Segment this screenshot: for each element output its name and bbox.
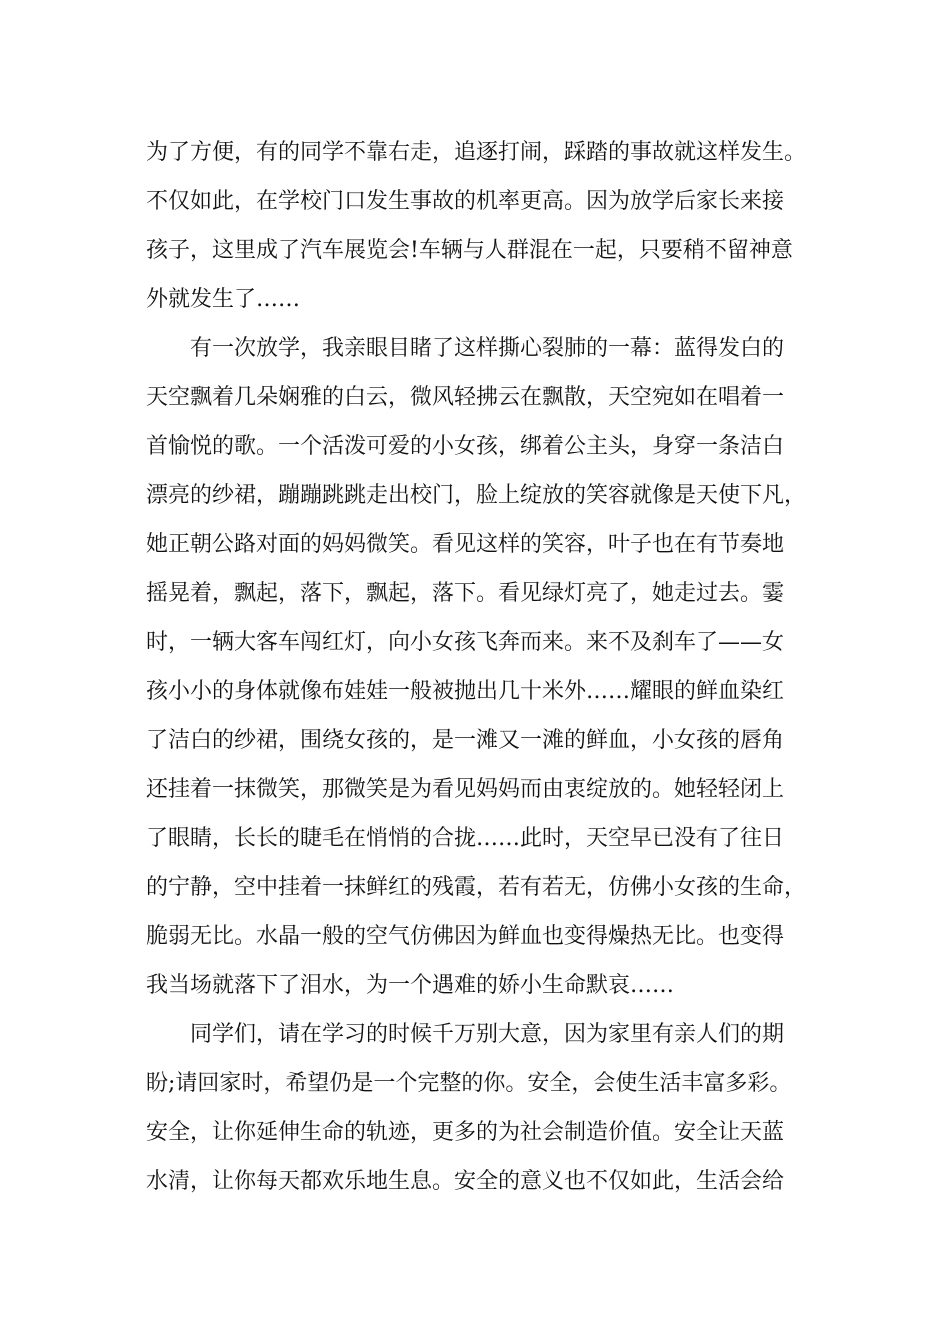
text-line: 漂亮的纱裙，蹦蹦跳跳走出校门，脸上绽放的笑容就像是天使下凡， [146, 483, 807, 508]
text-line: 为了方便，有的同学不靠右走，追逐打闹，踩踏的事故就这样发生。 [146, 140, 807, 165]
text-line: 天空飘着几朵娴雅的白云，微风轻拂云在飘散，天空宛如在唱着一 [146, 385, 785, 410]
text-line: 时，一辆大客车闯红灯，向小女孩飞奔而来。来不及刹车了——女 [146, 630, 785, 655]
text-line: 摇晃着，飘起，落下，飘起，落下。看见绿灯亮了，她走过去。霎 [146, 581, 785, 606]
text-line: 还挂着一抹微笑，那微笑是为看见妈妈而由衷绽放的。她轻轻闭上 [146, 777, 785, 802]
text-line: 水清，让你每天都欢乐地生息。安全的意义也不仅如此，生活会给 [146, 1169, 785, 1194]
paragraph-3 [146, 1010, 826, 1206]
text-line: 外就发生了…… [146, 287, 301, 312]
text-line: 首愉悦的歌。一个活泼可爱的小女孩，绑着公主头，身穿一条洁白 [146, 434, 785, 459]
text-line: 孩子，这里成了汽车展览会!车辆与人群混在一起，只要稍不留神意 [146, 238, 793, 263]
text-line: 盼;请回家时，希望仍是一个完整的你。安全，会使生活丰富多彩。 [146, 1071, 792, 1096]
text-line-first: 有一次放学，我亲眼目睹了这样撕心裂肺的一幕：蓝得发白的 [190, 336, 785, 361]
text-line: 的宁静，空中挂着一抹鲜红的残霞，若有若无，仿佛小女孩的生命， [146, 875, 807, 900]
document-body [146, 128, 826, 1206]
text-line: 她正朝公路对面的妈妈微笑。看见这样的笑容，叶子也在有节奏地 [146, 532, 785, 557]
text-line: 了眼睛，长长的睫毛在悄悄的合拢……此时，天空早已没有了往日 [146, 826, 785, 851]
paragraph-1 [146, 128, 826, 324]
text-line: 脆弱无比。水晶一般的空气仿佛因为鲜血也变得燥热无比。也变得 [146, 924, 785, 949]
text-line: 我当场就落下了泪水，为一个遇难的娇小生命默哀…… [146, 973, 675, 998]
text-line: 安全，让你延伸生命的轨迹，更多的为社会制造价值。安全让天蓝 [146, 1120, 785, 1145]
text-line-first: 同学们，请在学习的时候千万别大意，因为家里有亲人们的期 [190, 1022, 785, 1047]
text-line: 孩小小的身体就像布娃娃一般被抛出几十米外……耀眼的鲜血染红 [146, 679, 785, 704]
text-line: 不仅如此，在学校门口发生事故的机率更高。因为放学后家长来接 [146, 189, 785, 214]
paragraph-2 [146, 324, 826, 1010]
text-line: 了洁白的纱裙，围绕女孩的，是一滩又一滩的鲜血，小女孩的唇角 [146, 728, 785, 753]
